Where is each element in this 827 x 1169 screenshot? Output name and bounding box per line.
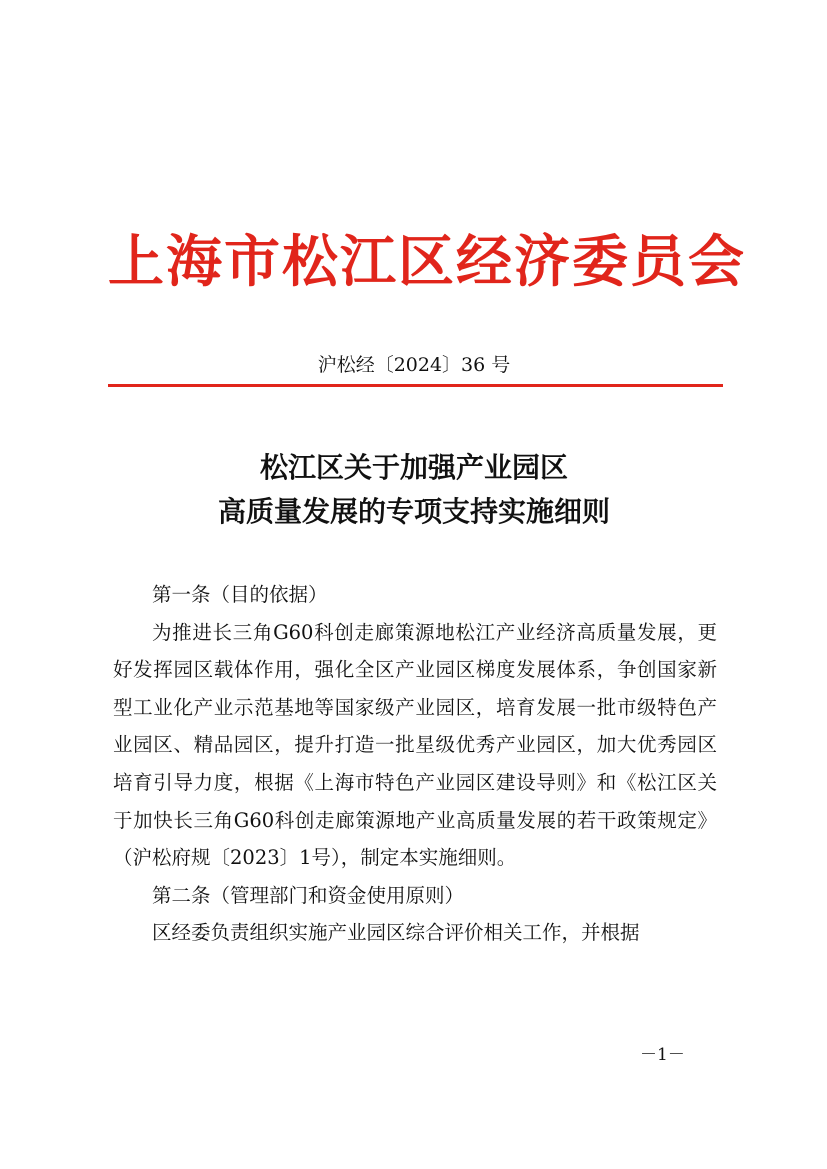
title-line-1: 松江区关于加强产业园区 (259, 451, 568, 484)
article-2-heading: 第二条（管理部门和资金使用原则） (152, 883, 465, 907)
document-body (113, 576, 717, 952)
article-1-text: 为推进长三角G60科创走廊策源地松江产业经济高质量发展，更好发挥园区载体作用，强化全区产业园区梯度发展体系，争创国家新型工业化产业示范基地等国家级产业园区，培育发展一批市级特色产业园区、精品园区，提升打造一批星级优秀产业园区，加大优秀园区培育引导力度，根据《上海市特色产业园区建设导则》和《松江区关于加快长三角G60科创走廊策源地产业高质量发展的若干政策规定》（沪松府规〔2023〕1号），制定本实施细则。 (113, 620, 717, 870)
document-title (108, 446, 720, 534)
red-separator-line (108, 384, 723, 387)
page-number: －1－ (640, 1045, 685, 1065)
title-line-2: 高质量发展的专项支持实施细则 (217, 495, 610, 528)
document-number: 沪松经〔2024〕36 号 (317, 354, 511, 376)
article-2-text: 区经委负责组织实施产业园区综合评价相关工作，并根据 (152, 921, 640, 945)
issuer-masthead: 上海市松江区经济委员会 (108, 229, 746, 295)
article-1-heading: 第一条（目的依据） (152, 583, 328, 606)
